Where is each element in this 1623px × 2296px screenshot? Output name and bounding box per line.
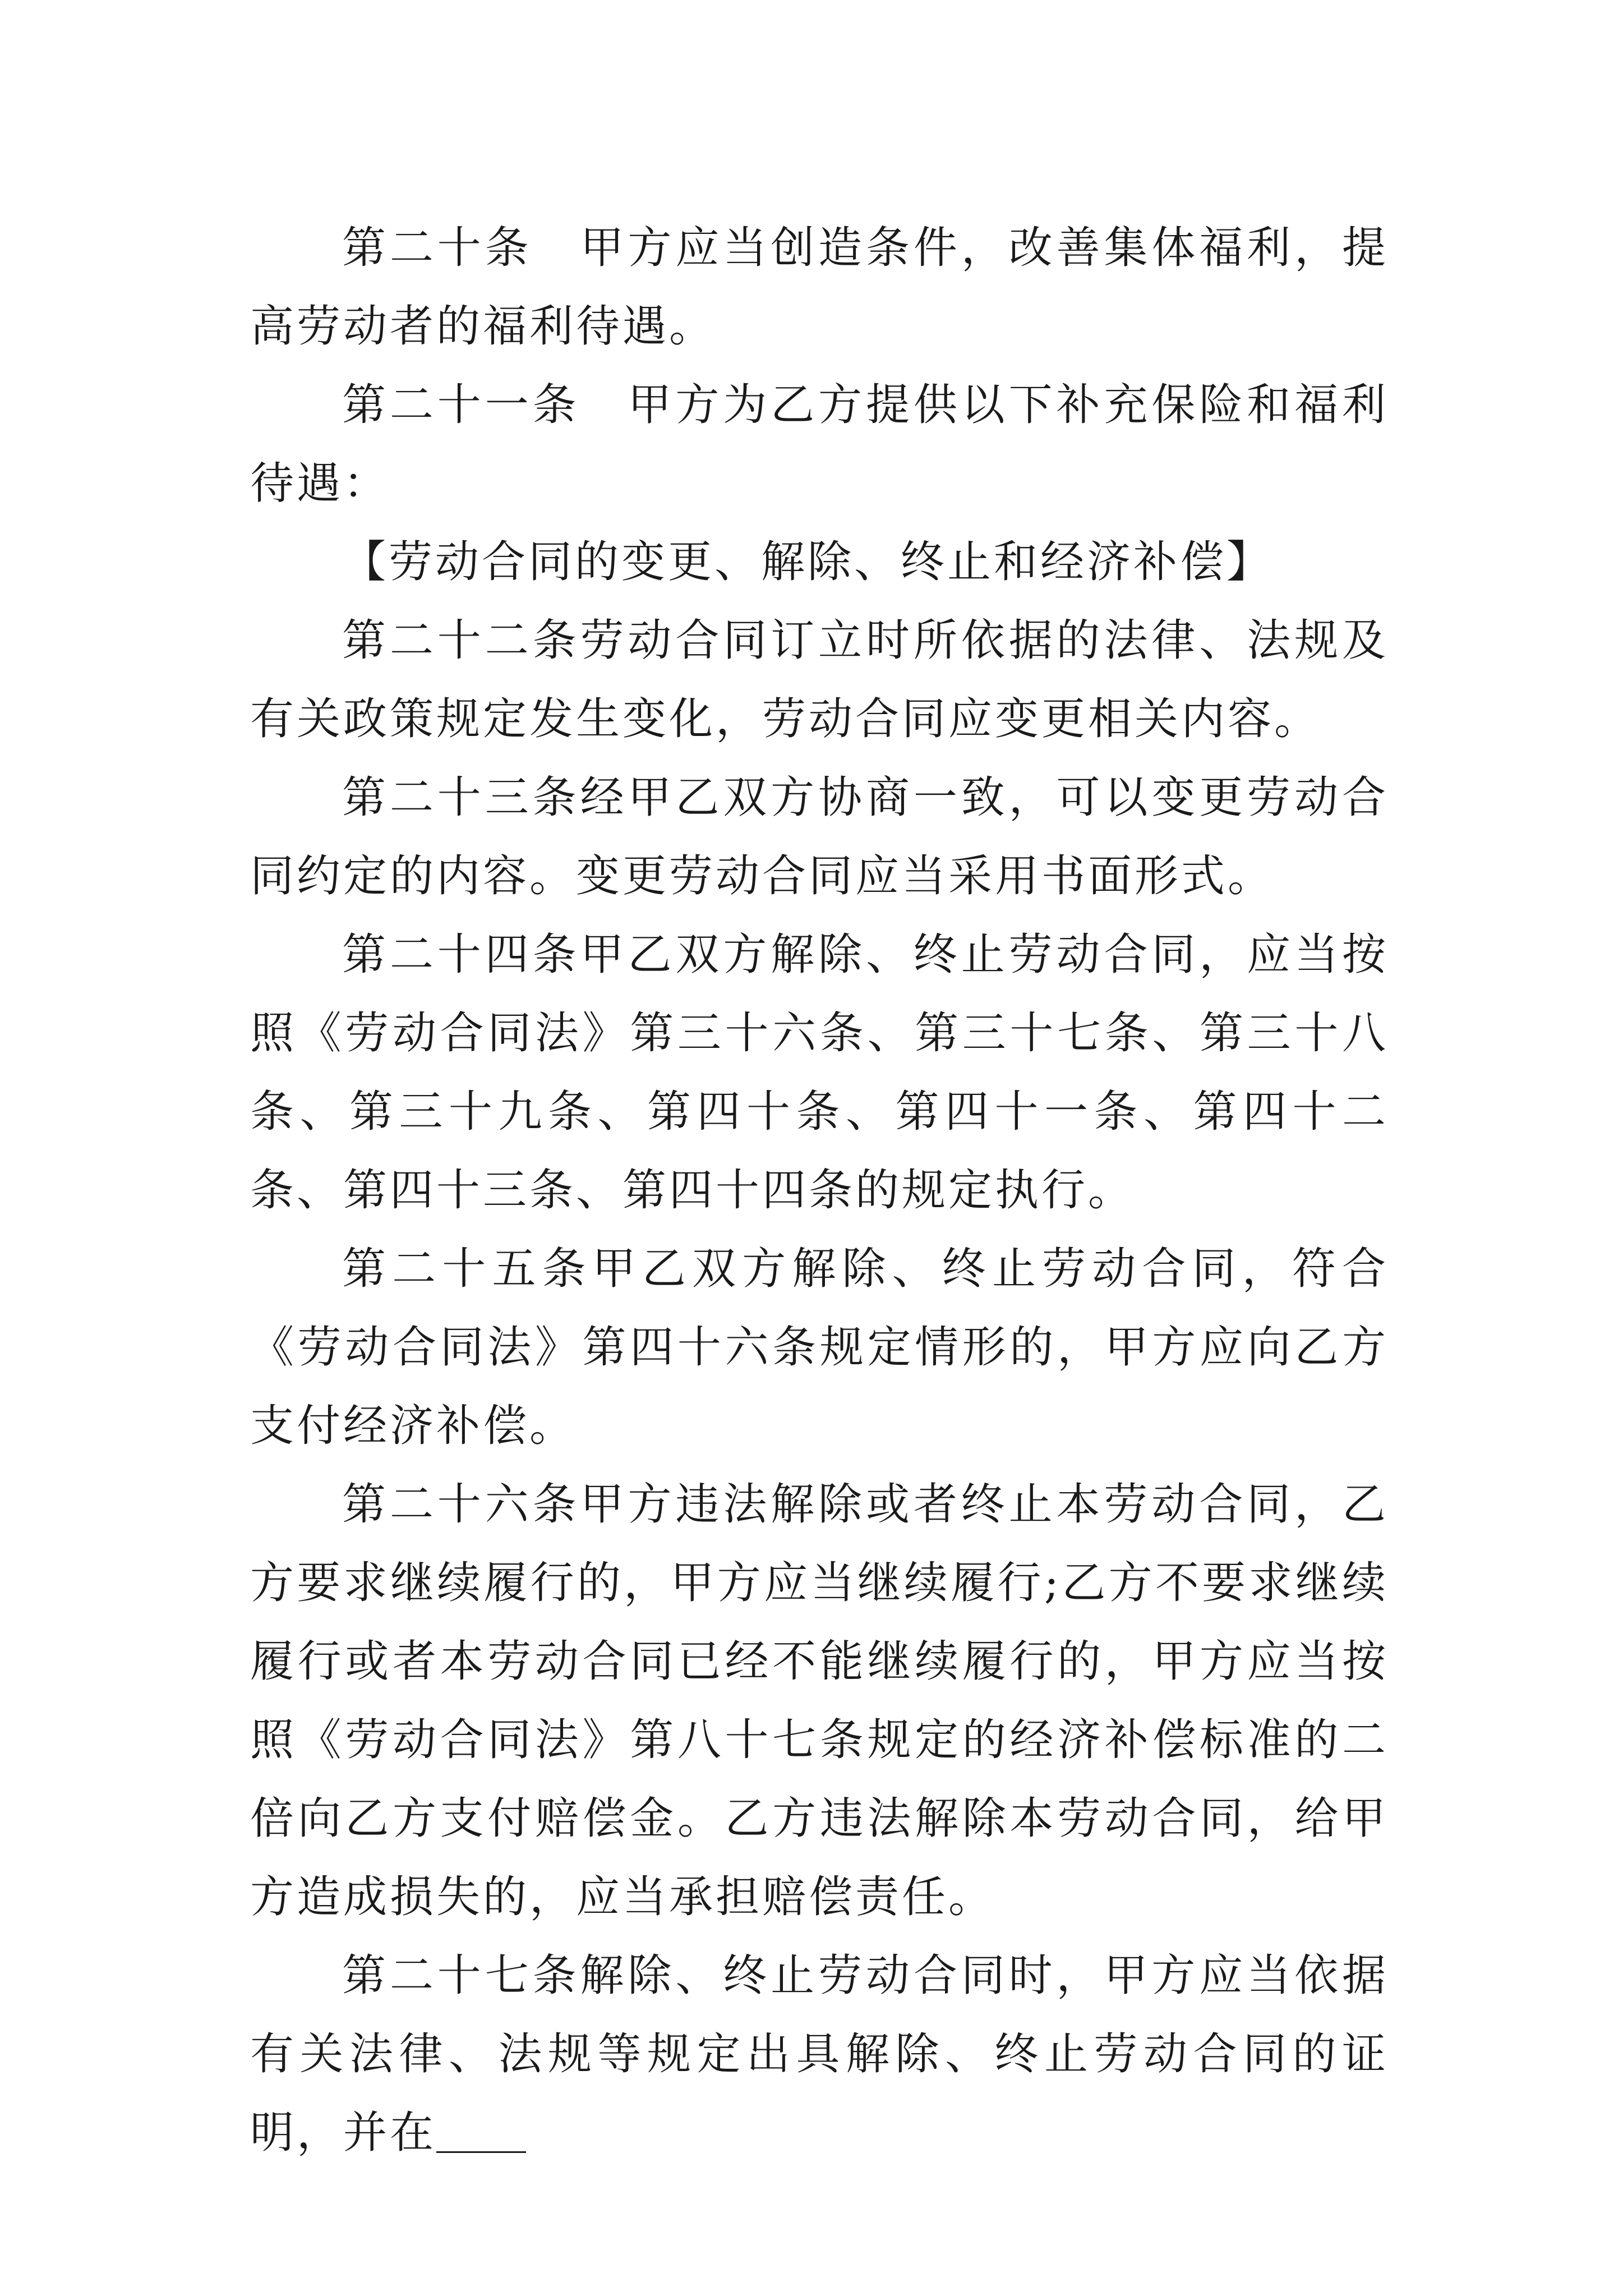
article-27 <box>250 1936 1389 2172</box>
article-26: 第二十六条甲方违法解除或者终止本劳动合同，乙方要求继续履行的，甲方应当继续履行;乙方不要求继续履行或者本劳动合同已经不能继续履行的，甲方应当按照《劳动合同法》第八十七条规定的经济补偿标准的二倍向乙方支付赔偿金。乙方违法解除本劳动合同，给甲方造成损失的，应当承担赔偿责任。 <box>250 1479 1389 1922</box>
article-22: 第二十二条劳动合同订立时所依据的法律、法规及有关政策规定发生变化，劳动合同应变更相关内容。 <box>250 615 1389 744</box>
article-25: 第二十五条甲乙双方解除、终止劳动合同，符合《劳动合同法》第四十六条规定情形的，甲方应向乙方支付经济补偿。 <box>250 1244 1389 1451</box>
document-page <box>250 209 1389 2172</box>
article-27-text: 第二十七条解除、终止劳动合同时，甲方应当依据有关法律、法规等规定出具解除、终止劳动合同的证明，并在 <box>250 1950 1389 2158</box>
section-heading: 【劳动合同的变更、解除、终止和经济补偿】 <box>342 537 1274 587</box>
article-23: 第二十三条经甲乙双方协商一致，可以变更劳动合同约定的内容。变更劳动合同应当采用书面形式。 <box>250 772 1389 901</box>
fill-in-blank <box>436 2108 526 2153</box>
article-20: 第二十条 甲方应当创造条件，改善集体福利，提高劳动者的福利待遇。 <box>250 223 1389 352</box>
article-21: 第二十一条 甲方为乙方提供以下补充保险和福利待遇： <box>250 380 1389 509</box>
article-24: 第二十四条甲乙双方解除、终止劳动合同，应当按照《劳动合同法》第三十六条、第三十七条、第三十八条、第三十九条、第四十条、第四十一条、第四十二条、第四十三条、第四十四条的规定执行。 <box>250 930 1389 1216</box>
